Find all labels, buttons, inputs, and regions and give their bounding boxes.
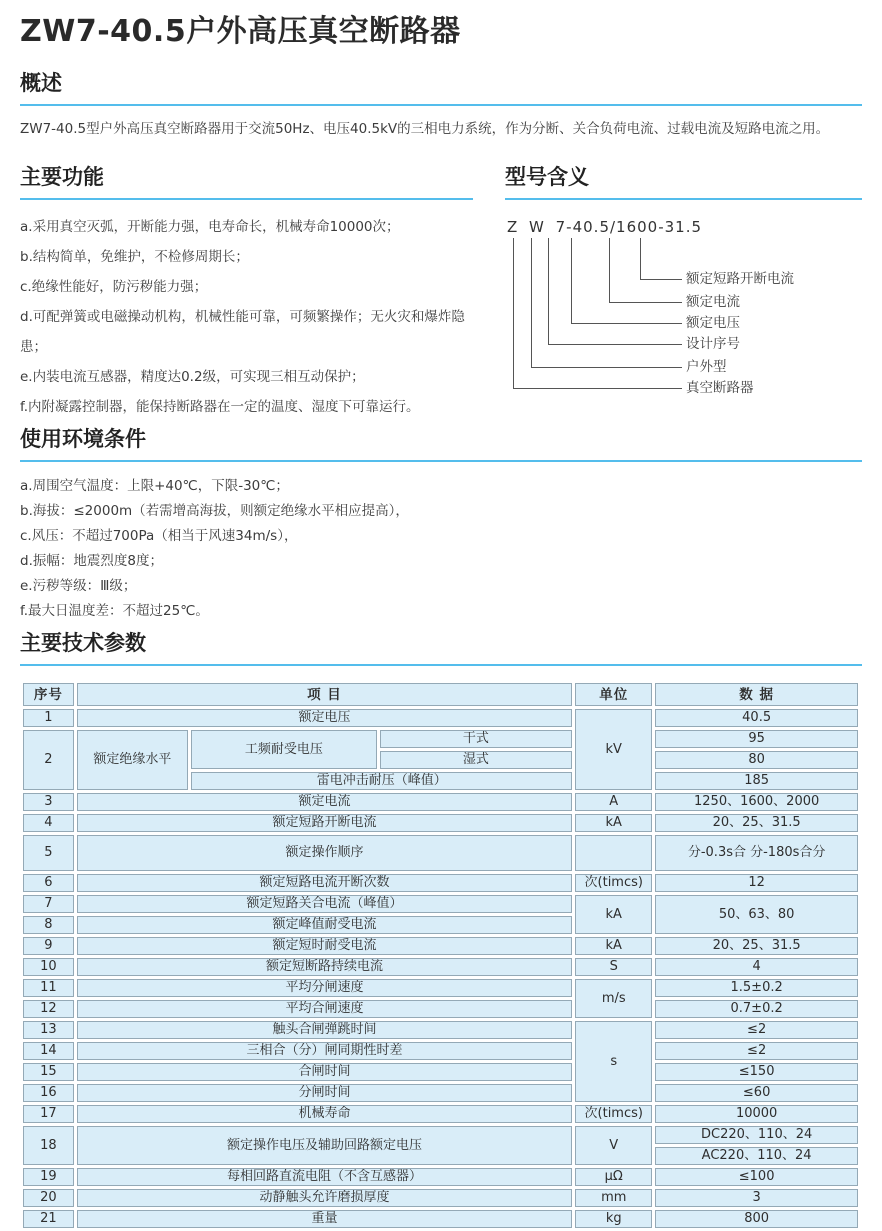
cell-no: 18 [23, 1126, 74, 1165]
cell-no: 13 [23, 1021, 74, 1039]
table-row [23, 1210, 858, 1228]
cell-no: 10 [23, 958, 74, 976]
cell-item: 平均分闸速度 [77, 979, 573, 997]
cell-item: 干式 [380, 730, 573, 748]
model-heading: 型号含义 [505, 164, 862, 200]
cell-unit: m/s [575, 979, 652, 1018]
cell-item: 工频耐受电压 [191, 730, 376, 769]
cell-item: 额定操作顺序 [77, 835, 573, 871]
cell-item: 动静触头允许磨损厚度 [77, 1189, 573, 1207]
cell-data: 80 [655, 751, 858, 769]
table-row [23, 937, 858, 955]
table-row [23, 895, 858, 913]
cell-data: 4 [655, 958, 858, 976]
list-item: c.风压：不超过700Pa（相当于风速34m/s）， [20, 528, 298, 544]
cell-no: 20 [23, 1189, 74, 1207]
cell-data: ≤60 [655, 1084, 858, 1102]
cell-data: 50、63、80 [655, 895, 858, 934]
cell-item: 三相合（分）闸同期性时差 [77, 1042, 573, 1060]
diagram-line [548, 344, 682, 345]
cell-data: 800 [655, 1210, 858, 1228]
environment-list [20, 474, 862, 624]
cell-item: 额定短时耐受电流 [77, 937, 573, 955]
parameters-table [20, 680, 861, 1231]
cell-unit: s [575, 1021, 652, 1102]
cell-item: 雷电冲击耐压（峰值） [191, 772, 572, 790]
cell-data: 3 [655, 1189, 858, 1207]
cell-no: 3 [23, 793, 74, 811]
cell-data: 0.7±0.2 [655, 1000, 858, 1018]
cell-unit: kg [575, 1210, 652, 1228]
table-row [23, 958, 858, 976]
cell-unit: kA [575, 937, 652, 955]
overview-text: ZW7-40.5型户外高压真空断路器用于交流50Hz、电压40.5kV的三相电力系统，作为分断、关合负荷电流、过载电流及短路电流之用。 [20, 121, 830, 138]
parameters-section [20, 630, 862, 1231]
cell-data: ≤2 [655, 1042, 858, 1060]
table-row [23, 1168, 858, 1186]
list-item: b.海拔：≤2000m（若需增高海拔，则额定绝缘水平相应提高）， [20, 503, 409, 519]
cell-no: 6 [23, 874, 74, 892]
cell-no: 16 [23, 1084, 74, 1102]
table-row [23, 1105, 858, 1123]
diagram-line [513, 388, 682, 389]
cell-item: 湿式 [380, 751, 573, 769]
table-row [23, 730, 858, 748]
cell-data: AC220、110、24 [655, 1147, 858, 1165]
overview-heading: 概述 [20, 70, 862, 106]
cell-data: 95 [655, 730, 858, 748]
cell-unit: S [575, 958, 652, 976]
model-code: Z W 7-40.5/1600-31.5 [507, 217, 703, 236]
cell-no: 9 [23, 937, 74, 955]
cell-no: 8 [23, 916, 74, 934]
cell-data: 10000 [655, 1105, 858, 1123]
cell-data: 185 [655, 772, 858, 790]
list-item: a.采用真空灭弧，开断能力强，电寿命长，机械寿命10000次； [20, 218, 400, 235]
cell-no: 2 [23, 730, 74, 790]
diagram-line [609, 302, 682, 303]
table-row [23, 793, 858, 811]
table-header-row [23, 683, 858, 706]
table-row [23, 874, 858, 892]
cell-unit: 次(timcs) [575, 1105, 652, 1123]
cell-unit: 次(timcs) [575, 874, 652, 892]
list-item: d.振幅：地震烈度8度； [20, 553, 163, 569]
cell-unit: μΩ [575, 1168, 652, 1186]
list-item: d.可配弹簧或电磁操动机构，机械性能可靠，可频繁操作；无火灾和爆炸隐患； [20, 308, 465, 355]
cell-unit [575, 835, 652, 871]
cell-item: 分闸时间 [77, 1084, 573, 1102]
cell-unit: kA [575, 814, 652, 832]
table-row [23, 1084, 858, 1102]
cell-data: 分-0.3s合 分-180s合分 [655, 835, 858, 871]
cell-data: 12 [655, 874, 858, 892]
overview-section [20, 70, 862, 140]
table-row [23, 1063, 858, 1081]
cell-no: 14 [23, 1042, 74, 1060]
environment-section [20, 426, 862, 624]
table-row [23, 979, 858, 997]
diagram-line [531, 238, 532, 367]
col-header-data: 数 据 [655, 683, 858, 706]
functions-list [20, 212, 473, 422]
col-header-item: 项 目 [77, 683, 573, 706]
functions-and-model-row [20, 164, 862, 422]
cell-unit: mm [575, 1189, 652, 1207]
model-section [505, 164, 862, 408]
model-label: 额定短路开断电流 [686, 270, 794, 287]
list-item: b.结构简单，免维护，不检修周期长； [20, 248, 249, 265]
cell-item: 额定电压 [77, 709, 573, 727]
cell-no: 15 [23, 1063, 74, 1081]
diagram-line [571, 323, 682, 324]
diagram-line [513, 238, 514, 388]
cell-item: 额定操作电压及辅助回路额定电压 [77, 1126, 573, 1165]
cell-data: ≤2 [655, 1021, 858, 1039]
model-label: 额定电流 [686, 293, 740, 310]
page-title: ZW7-40.5户外高压真空断路器 [20, 14, 461, 49]
cell-item: 额定短路开断电流 [77, 814, 573, 832]
list-item: c.绝缘性能好，防污秽能力强； [20, 278, 208, 295]
cell-no: 17 [23, 1105, 74, 1123]
diagram-line [609, 238, 610, 302]
table-row [23, 1189, 858, 1207]
col-header-no: 序号 [23, 683, 74, 706]
cell-data: 40.5 [655, 709, 858, 727]
cell-no: 5 [23, 835, 74, 871]
cell-item: 额定短路关合电流（峰值） [77, 895, 573, 913]
diagram-line [531, 367, 682, 368]
cell-data: DC220、110、24 [655, 1126, 858, 1144]
parameters-heading: 主要技术参数 [20, 630, 862, 666]
cell-data: 20、25、31.5 [655, 937, 858, 955]
cell-unit: kV [575, 709, 652, 790]
table-row [23, 709, 858, 727]
diagram-line [548, 238, 549, 344]
functions-heading: 主要功能 [20, 164, 473, 200]
list-item: e.污秽等级：Ⅲ级； [20, 578, 137, 594]
cell-item: 触头合闸弹跳时间 [77, 1021, 573, 1039]
col-header-unit: 单位 [575, 683, 652, 706]
table-row [23, 814, 858, 832]
cell-item: 额定电流 [77, 793, 573, 811]
functions-section [20, 164, 473, 422]
cell-item: 合闸时间 [77, 1063, 573, 1081]
cell-data: 1250、1600、2000 [655, 793, 858, 811]
cell-data: 20、25、31.5 [655, 814, 858, 832]
cell-no: 1 [23, 709, 74, 727]
model-label: 设计序号 [686, 335, 740, 352]
cell-no: 11 [23, 979, 74, 997]
diagram-line [640, 279, 682, 280]
diagram-line [571, 238, 572, 323]
cell-data: ≤150 [655, 1063, 858, 1081]
table-row [23, 1042, 858, 1060]
cell-item: 额定峰值耐受电流 [77, 916, 573, 934]
cell-no: 7 [23, 895, 74, 913]
cell-unit: V [575, 1126, 652, 1165]
model-label: 户外型 [686, 358, 727, 375]
list-item: a.周围空气温度：上限+40℃，下限-30℃； [20, 478, 289, 494]
cell-unit: A [575, 793, 652, 811]
cell-no: 4 [23, 814, 74, 832]
table-row [23, 835, 858, 871]
cell-item: 额定短路电流开断次数 [77, 874, 573, 892]
cell-item: 机械寿命 [77, 1105, 573, 1123]
table-row [23, 1126, 858, 1144]
table-row [23, 1000, 858, 1018]
cell-data: ≤100 [655, 1168, 858, 1186]
cell-no: 19 [23, 1168, 74, 1186]
cell-item: 额定绝缘水平 [77, 730, 188, 790]
cell-item: 每相回路直流电阻（不含互感器） [77, 1168, 573, 1186]
cell-item: 额定短断路持续电流 [77, 958, 573, 976]
environment-heading: 使用环境条件 [20, 426, 862, 462]
cell-no: 21 [23, 1210, 74, 1228]
list-item: e.内装电流互感器，精度达0.2级，可实现三相互动保护； [20, 368, 365, 385]
table-row [23, 1021, 858, 1039]
diagram-line [640, 238, 641, 279]
cell-unit: kA [575, 895, 652, 934]
model-meaning-diagram [505, 218, 862, 408]
cell-no: 12 [23, 1000, 74, 1018]
cell-data: 1.5±0.2 [655, 979, 858, 997]
model-label: 真空断路器 [686, 379, 754, 396]
list-item: f.最大日温度差：不超过25℃。 [20, 603, 209, 619]
list-item: f.内附凝露控制器，能保持断路器在一定的温度、湿度下可靠运行。 [20, 398, 420, 415]
model-label: 额定电压 [686, 314, 740, 331]
cell-item: 重量 [77, 1210, 573, 1228]
cell-item: 平均合闸速度 [77, 1000, 573, 1018]
